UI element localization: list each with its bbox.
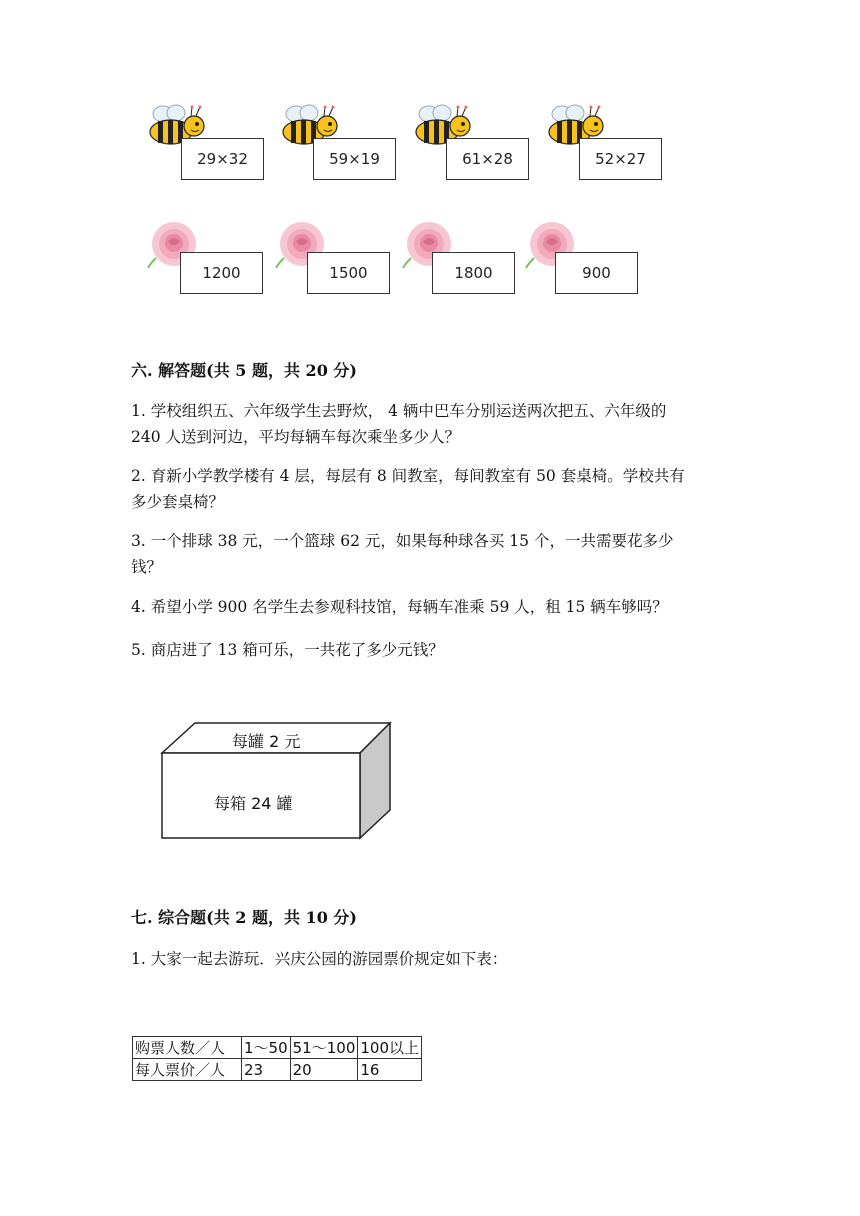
table-row bbox=[133, 1059, 422, 1081]
question-6-3 bbox=[131, 528, 741, 580]
table-cell: 购票人数／人 bbox=[133, 1037, 242, 1059]
ticket-price-table bbox=[132, 1036, 422, 1081]
table-cell: 100以上 bbox=[358, 1037, 422, 1059]
result-text: 1500 bbox=[329, 264, 368, 282]
section-6-title: 六. 解答题(共 5 题，共 20 分) bbox=[131, 361, 357, 380]
result-box bbox=[180, 252, 263, 294]
box-front-label: 每箱 24 罐 bbox=[214, 794, 293, 813]
expression-text: 29×32 bbox=[197, 150, 248, 168]
question-7-1: 1. 大家一起去游玩．兴庆公园的游园票价规定如下表： bbox=[131, 950, 508, 968]
question-line: 钱？ bbox=[131, 558, 163, 576]
result-box bbox=[555, 252, 638, 294]
result-box bbox=[432, 252, 515, 294]
section-7-title: 七. 综合题(共 2 题，共 10 分) bbox=[131, 908, 357, 927]
result-box bbox=[307, 252, 390, 294]
box-top-label: 每罐 2 元 bbox=[232, 732, 301, 751]
table-cell: 1～50 bbox=[242, 1037, 291, 1059]
question-6-1 bbox=[131, 398, 741, 450]
result-text: 1200 bbox=[202, 264, 241, 282]
result-text: 900 bbox=[582, 264, 611, 282]
table-cell: 16 bbox=[358, 1059, 422, 1081]
table-row bbox=[133, 1037, 422, 1059]
question-line: 240 人送到河边，平均每辆车每次乘坐多少人？ bbox=[131, 428, 461, 446]
expression-box bbox=[313, 138, 396, 180]
question-6-2 bbox=[131, 463, 741, 515]
expression-text: 52×27 bbox=[595, 150, 646, 168]
table-cell: 每人票价／人 bbox=[133, 1059, 242, 1081]
expression-box bbox=[181, 138, 264, 180]
question-line: 多少套桌椅？ bbox=[131, 493, 225, 511]
question-6-4: 4. 希望小学 900 名学生去参观科技馆，每辆车准乘 59 人，租 15 辆车够吗？ bbox=[131, 598, 668, 616]
expression-text: 59×19 bbox=[329, 150, 380, 168]
question-line: 3. 一个排球 38 元，一个篮球 62 元，如果每种球各买 15 个，一共需要花多少 bbox=[131, 532, 674, 550]
expression-box bbox=[579, 138, 662, 180]
expression-text: 61×28 bbox=[462, 150, 513, 168]
expression-box bbox=[446, 138, 529, 180]
question-6-5: 5. 商店进了 13 箱可乐，一共花了多少元钱？ bbox=[131, 641, 444, 659]
table-cell: 51～100 bbox=[290, 1037, 358, 1059]
question-line: 2. 育新小学教学楼有 4 层，每层有 8 间教室，每间教室有 50 套桌椅。学校共有 bbox=[131, 467, 685, 485]
table-cell: 23 bbox=[242, 1059, 291, 1081]
table-cell: 20 bbox=[290, 1059, 358, 1081]
result-text: 1800 bbox=[454, 264, 493, 282]
question-line: 1. 学校组织五、六年级学生去野炊， 4 辆中巴车分别运送两次把五、六年级的 bbox=[131, 402, 667, 420]
